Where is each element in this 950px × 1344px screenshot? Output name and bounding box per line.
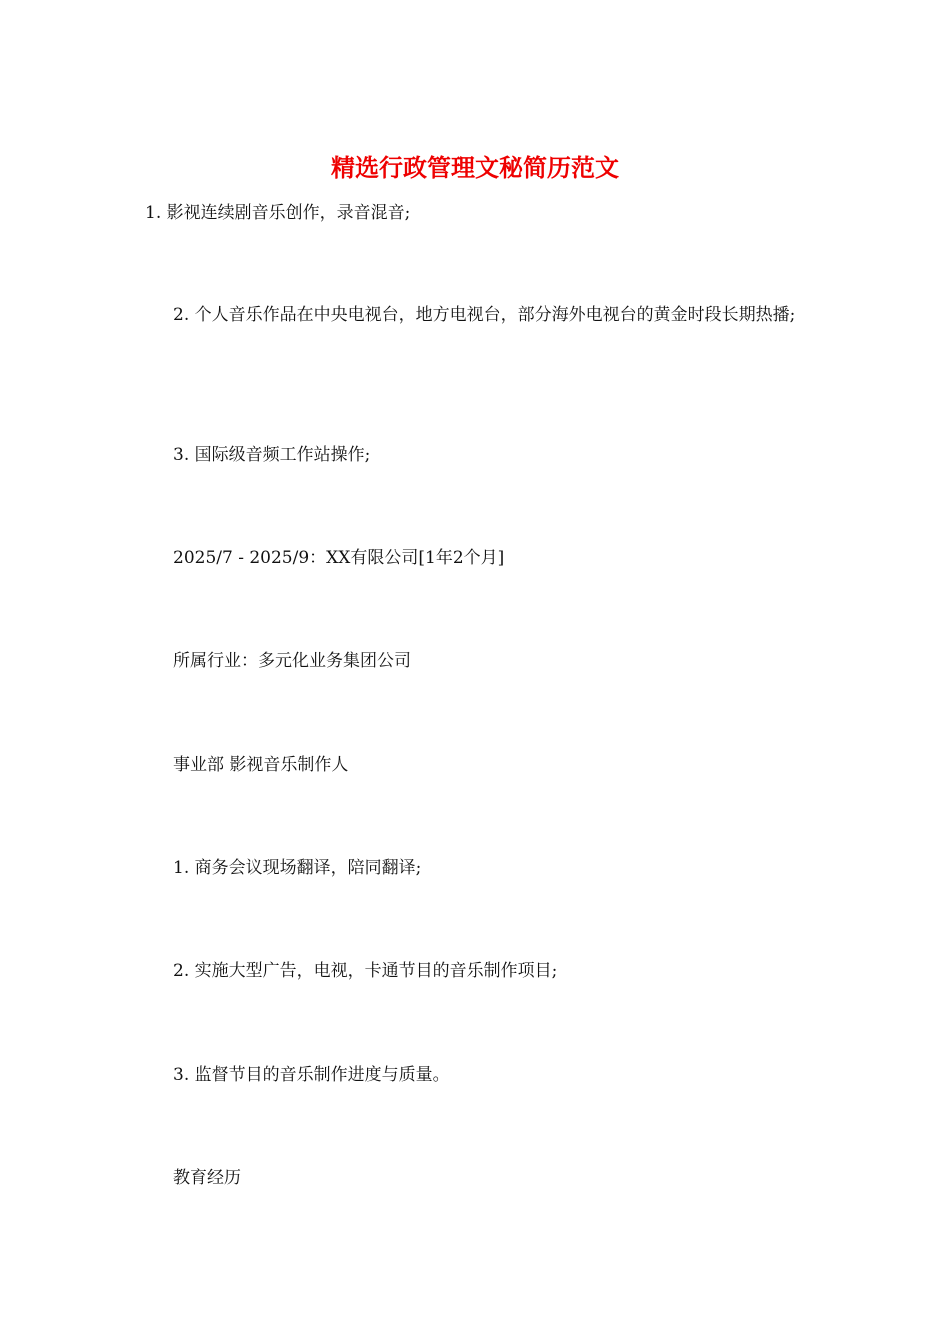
document-title: 精选行政管理文秘简历范文 (331, 153, 619, 182)
paragraph-industry: 所属行业：多元化业务集团公司 (173, 651, 411, 671)
paragraph-duty-3: 3. 监督节目的音乐制作进度与质量。 (173, 1065, 450, 1085)
paragraph-1: 1. 影视连续剧音乐创作，录音混音; (145, 203, 411, 223)
paragraph-employment-period: 2025/7 - 2025/9：XX有限公司[1年2个月] (173, 548, 505, 568)
paragraph-duty-2: 2. 实施大型广告，电视，卡通节目的音乐制作项目; (173, 961, 558, 981)
paragraph-duty-1: 1. 商务会议现场翻译，陪同翻译; (173, 858, 422, 878)
paragraph-department: 事业部 影视音乐制作人 (173, 755, 349, 775)
paragraph-2: 2. 个人音乐作品在中央电视台，地方电视台，部分海外电视台的黄金时段长期热播; (173, 305, 796, 325)
section-heading-education: 教育经历 (173, 1168, 241, 1188)
paragraph-3: 3. 国际级音频工作站操作; (173, 445, 371, 465)
